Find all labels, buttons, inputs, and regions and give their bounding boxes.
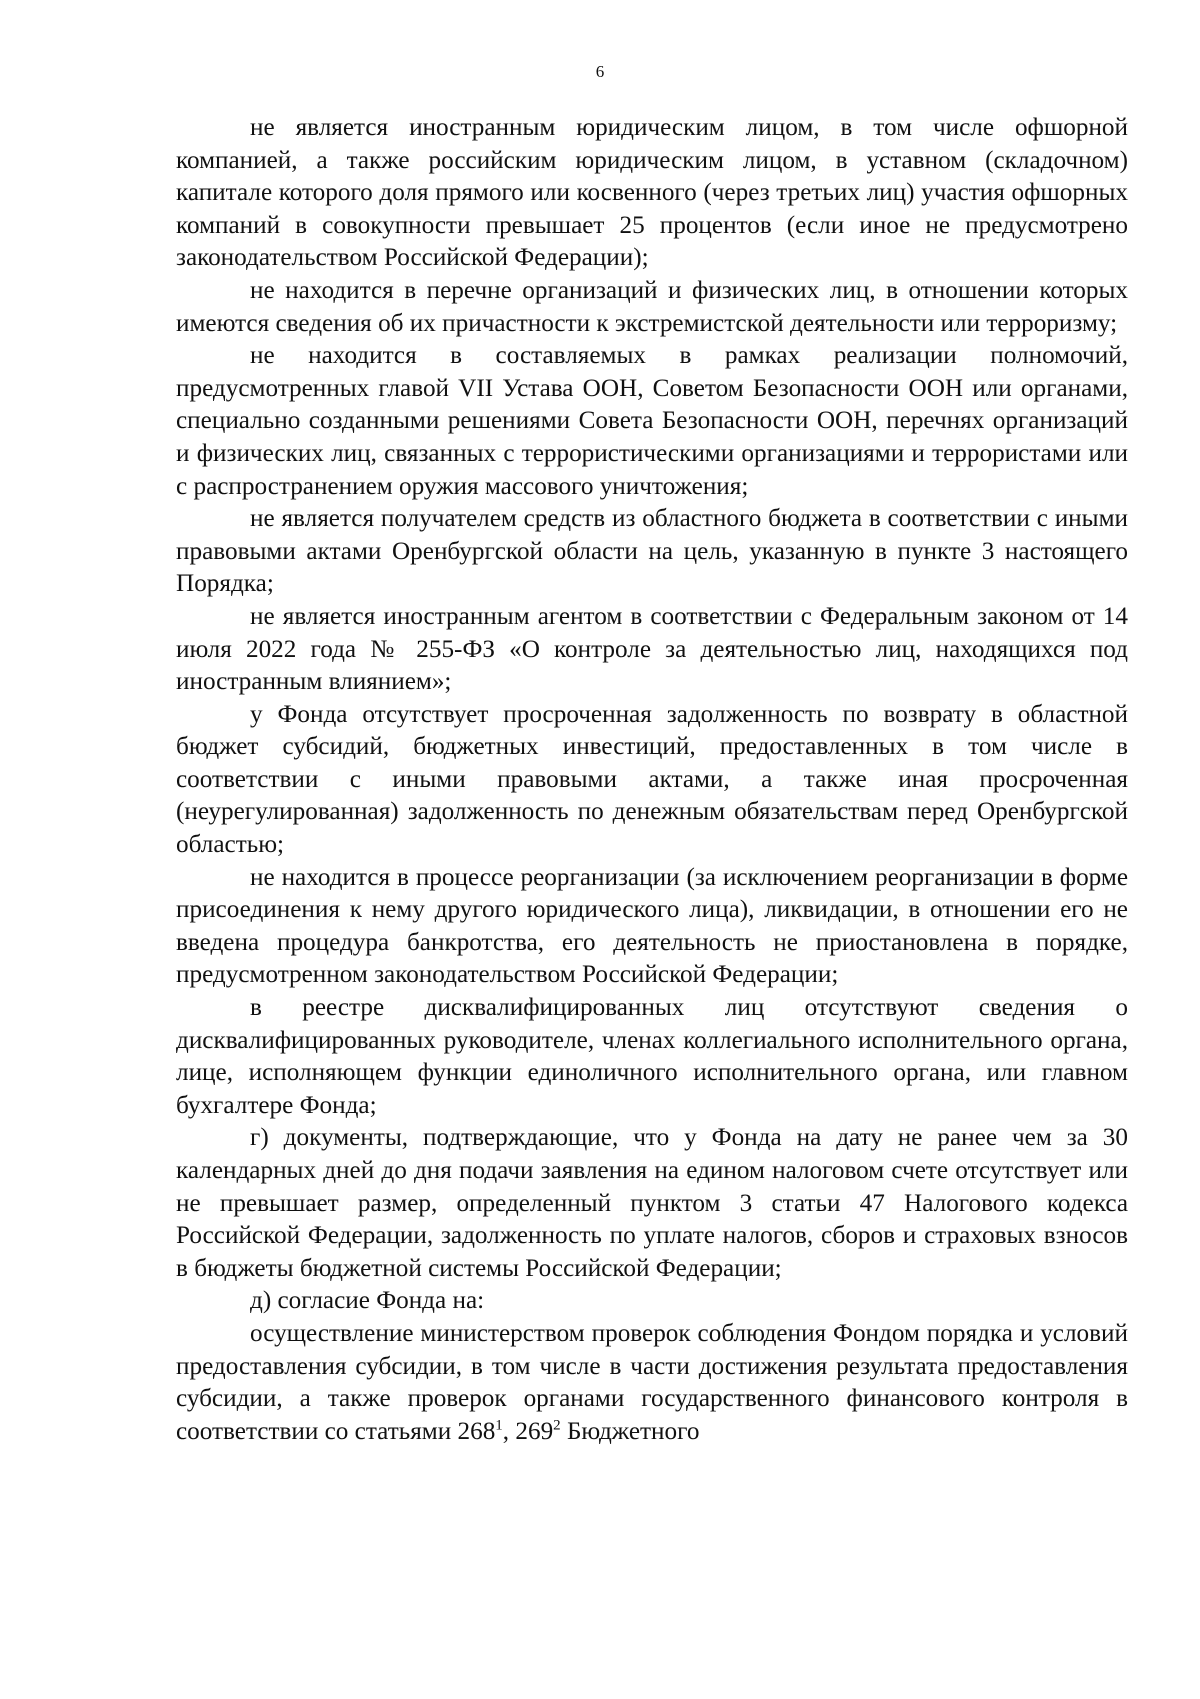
inspections-text-before: осуществление министерством проверок соблюдения Фондом порядка и условий предоставления субсидии, в том числе в части достижения результата предоставления субсидии, а также проверок органами государственного финансового контроля в соответствии со статьями (176, 1319, 1128, 1445)
paragraph-item-d-consent: д) согласие Фонда на: (250, 1287, 485, 1315)
article-separator: , (502, 1417, 516, 1445)
paragraph-not-in-reorganization: не находится в процессе реорганизации (за исключением реорганизации в форме присоединения к нему другого юридического лица), ликвидации, в отношении его не введена процедура банкротства, его деятельность не приостановлена в порядке, предусмотренном законодательством Российской Федерации; (176, 863, 1128, 989)
paragraph-inspections-consent (176, 1318, 1128, 1448)
paragraph-not-foreign-legal-entity: не является иностранным юридическим лицом, в том числе офшорной компанией, а также российским юридическим лицом, в уставном (складочном) капитале которого доля прямого или косвенного (через третьих лиц) участия офшорных компаний в совокупности превышает 25 процентов (если иное не предусмотрено законодательством Российской Федерации); (176, 114, 1128, 272)
paragraph-not-foreign-agent: не является иностранным агентом в соответствии с Федеральным законом от 14 июля 2022 года № 255-ФЗ «О контроле за деятельностью лиц, находящихся под иностранным влиянием»; (176, 602, 1128, 696)
paragraph-not-in-extremist-list: не находится в перечне организаций и физических лиц, в отношении которых имеются сведения об их причастности к экстремистской деятельности или терроризму; (176, 276, 1128, 337)
paragraph-not-budget-recipient: не является получателем средств из областного бюджета в соответствии с иными правовыми актами Оренбургской области на цель, указанную в пункте 3 настоящего Порядка; (176, 505, 1128, 598)
paragraph-item-g-tax-documents: г) документы, подтверждающие, что у Фонда на дату не ранее чем за 30 календарных дней до дня подачи заявления на едином налоговом счете отсутствует или не превышает размер, определенный пунктом 3 статьи 47 Налогового кодекса Российской Федерации, задолженность по уплате налогов, сборов и страховых взносов в бюджеты бюджетной системы Российской Федерации; (176, 1124, 1128, 1282)
article-number-1: 268 (457, 1417, 496, 1445)
article-number-2: 269 (515, 1417, 554, 1445)
paragraph-not-in-un-sanctions-list: не находится в составляемых в рамках реализации полномочий, предусмотренных главой VII Устава ООН, Советом Безопасности ООН или органами, специально созданными решениями Совета Безопасности ООН, перечнях организаций и физических лиц, связанных с террористическими организациями и террористами или с распространением оружия массового уничтожения; (176, 342, 1128, 500)
paragraph-disqualified-persons-registry: в реестре дисквалифицированных лиц отсутствуют сведения о дисквалифицированных руководителе, членах коллегиального исполнительного органа, лице, исполняющем функции единоличного исполнительного органа, или главном бухгалтере Фонда; (176, 994, 1128, 1119)
article-superscript-1: 1 (495, 1417, 503, 1434)
article-superscript-2: 2 (553, 1417, 561, 1434)
inspections-text-after: Бюджетного (560, 1417, 700, 1445)
page-number: 6 (595, 62, 605, 81)
document-body (176, 112, 1128, 1448)
paragraph-no-overdue-debt: у Фонда отсутствует просроченная задолженность по возврату в областной бюджет субсидий, бюджетных инвестиций, предоставленных в том числе в соответствии с иными правовыми актами, а также иная просроченная (неурегулированная) задолженность по денежным обязательствам перед Оренбургской областью; (176, 700, 1128, 859)
